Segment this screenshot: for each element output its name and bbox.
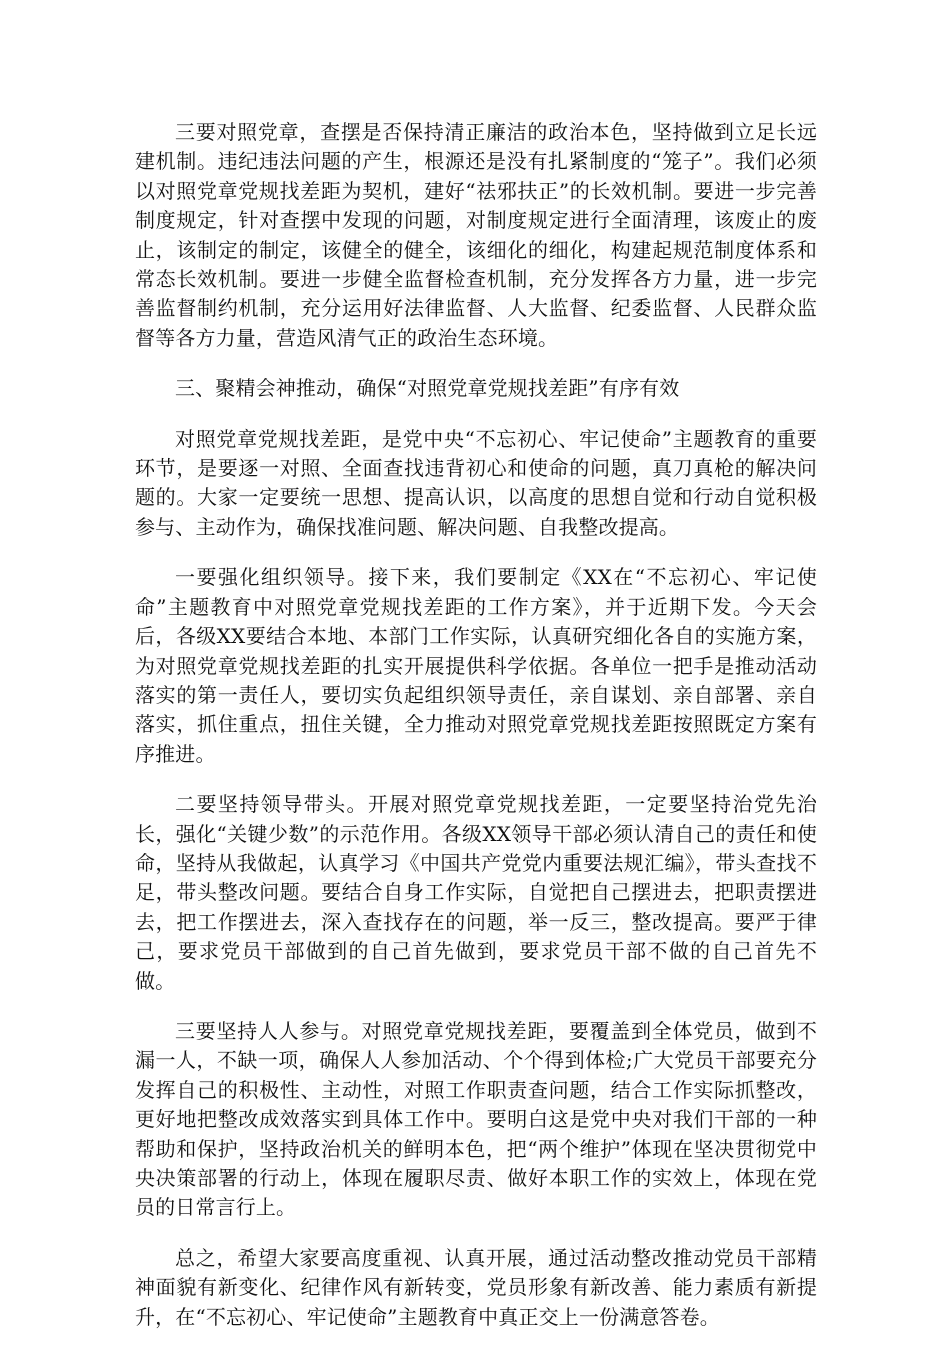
section-heading-three: 三、聚精会神推动，确保“对照党章党规找差距”有序有效 bbox=[175, 376, 680, 401]
paragraph-leaders-take-lead: 二要坚持领导带头。开展对照党章党规找差距，一定要坚持治党先治长，强化“关键少数”的示范作用。各级XX领导干部必须认清自己的责任和使命，坚持从我做起，认真学习《中国共产党党内重要法规汇编》，带头查找不足，带头整改问题。要结合自身工作实际，自觉把自己摆进去，把职责摆进去，把工作摆进去，深入查找存在的问题，举一反三，整改提高。要严于律己，要求党员干部做到的自己首先做到，要求党员干部不做的自己首先不做。 bbox=[135, 792, 817, 993]
document-page bbox=[135, 118, 817, 1353]
paragraph-everyone-participates: 三要坚持人人参与。对照党章党规找差距，要覆盖到全体党员，做到不漏一人，不缺一项，确保人人参加活动、个个得到体检;广大党员干部要充分发挥自己的积极性、主动性，对照工作职责查问题，结合工作实际抓整改，更好地把整改成效落实到具体工作中。要明白这是党中央对我们干部的一种帮助和保护，坚持政治机关的鲜明本色，把“两个维护”体现在坚决贯彻党中央决策部署的行动上，体现在履职尽责、做好本职工作的实效上，体现在党员的日常言行上。 bbox=[135, 1018, 817, 1220]
paragraph-point-three-charter: 三要对照党章，查摆是否保持清正廉洁的政治本色，坚持做到立足长远建机制。违纪违法问题的产生，根源还是没有扎紧制度的“笼子”。我们必须以对照党章党规找差距为契机，建好“祛邪扶正”的长效机制。要进一步完善制度规定，针对查摆中发现的问题，对制度规定进行全面清理，该废止的废止，该制定的制定，该健全的健全，该细化的细化，构建起规范制度体系和常态长效机制。要进一步健全监督检查机制，充分发挥各方力量，进一步完善监督制约机制，充分运用好法律监督、人大监督、纪委监督、人民群众监督等各方力量，营造风清气正的政治生态环境。 bbox=[135, 120, 817, 350]
paragraph-conclusion: 总之，希望大家要高度重视、认真开展，通过活动整改推动党员干部精神面貌有新变化、纪律作风有新转变，党员形象有新改善、能力素质有新提升，在“不忘初心、牢记使命”主题教育中真正交上一份满意答卷。 bbox=[135, 1245, 817, 1329]
paragraph-organization-leadership: 一要强化组织领导。接下来，我们要制定《XX在“不忘初心、牢记使命”主题教育中对照党章党规找差距的工作方案》，并于近期下发。今天会后，各级XX要结合本地、本部门工作实际，认真研究细化各自的实施方案，为对照党章党规找差距的扎实开展提供科学依据。各单位一把手是推动活动落实的第一责任人，要切实负起组织领导责任，亲自谋划、亲自部署、亲自落实，抓住重点，扭住关键，全力推动对照党章党规找差距按照既定方案有序推进。 bbox=[135, 565, 817, 766]
paragraph-intro: 对照党章党规找差距，是党中央“不忘初心、牢记使命”主题教育的重要环节，是要逐一对照、全面查找违背初心和使命的问题，真刀真枪的解决问题的。大家一定要统一思想、提高认识，以高度的思想自觉和行动自觉积极参与、主动作为，确保找准问题、解决问题、自我整改提高。 bbox=[135, 426, 817, 539]
